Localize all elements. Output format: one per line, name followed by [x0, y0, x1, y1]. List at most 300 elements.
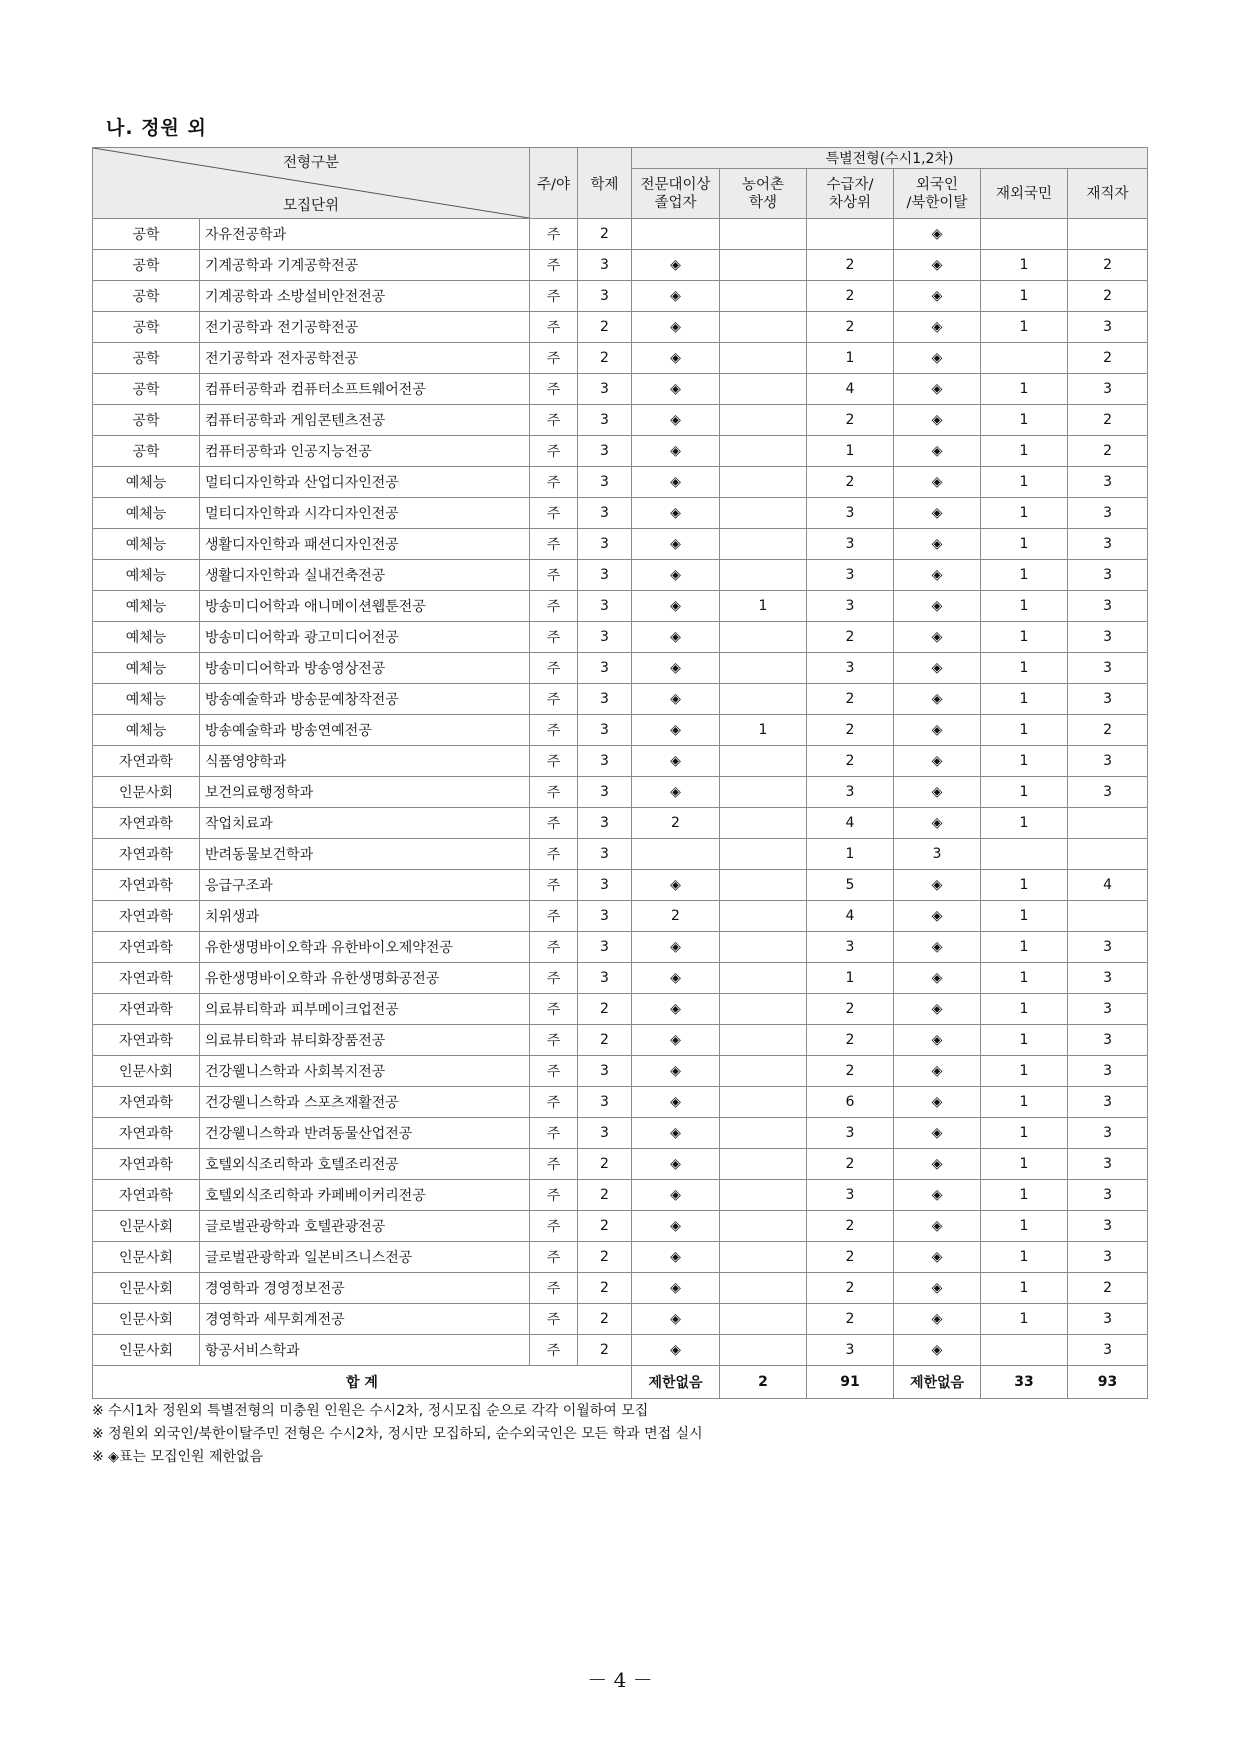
table-row [93, 498, 1148, 529]
cell-years: 3 [578, 870, 632, 901]
cell-unit: 방송미디어학과 광고미디어전공 [200, 622, 530, 653]
cell-foreign: ◈ [894, 1242, 981, 1273]
cell-overseas: 1 [981, 777, 1068, 808]
table-row [93, 560, 1148, 591]
cell-field: 인문사회 [93, 777, 200, 808]
cell-overseas: 1 [981, 529, 1068, 560]
cell-day-night: 주 [530, 498, 578, 529]
cell-foreign: ◈ [894, 374, 981, 405]
cell-foreign: ◈ [894, 591, 981, 622]
cell-overseas: 1 [981, 1211, 1068, 1242]
cell-field: 공학 [93, 374, 200, 405]
cell-unit: 컴퓨터공학과 인공지능전공 [200, 436, 530, 467]
cell-rural [720, 436, 807, 467]
cell-field: 공학 [93, 343, 200, 374]
table-row [93, 1149, 1148, 1180]
cell-unit: 유한생명바이오학과 유한생명화공전공 [200, 963, 530, 994]
table-row [93, 467, 1148, 498]
cell-field: 자연과학 [93, 1025, 200, 1056]
cell-employed: 3 [1068, 963, 1148, 994]
table-row [93, 1180, 1148, 1211]
cell-rural [720, 467, 807, 498]
cell-overseas: 1 [981, 715, 1068, 746]
cell-years: 3 [578, 653, 632, 684]
cell-rural [720, 312, 807, 343]
cell-college-grad: ◈ [632, 715, 720, 746]
header-overseas: 재외국민 [981, 169, 1068, 219]
cell-unit: 치위생과 [200, 901, 530, 932]
total-overseas: 33 [981, 1366, 1068, 1399]
cell-years: 2 [578, 312, 632, 343]
cell-overseas: 1 [981, 1056, 1068, 1087]
cell-employed [1068, 839, 1148, 870]
cell-welfare: 2 [807, 405, 894, 436]
cell-field: 인문사회 [93, 1273, 200, 1304]
cell-day-night: 주 [530, 715, 578, 746]
cell-day-night: 주 [530, 467, 578, 498]
cell-foreign: ◈ [894, 343, 981, 374]
cell-day-night: 주 [530, 994, 578, 1025]
cell-day-night: 주 [530, 374, 578, 405]
total-grad: 제한없음 [632, 1366, 720, 1399]
cell-welfare: 3 [807, 591, 894, 622]
cell-foreign: ◈ [894, 1304, 981, 1335]
cell-years: 3 [578, 777, 632, 808]
cell-welfare: 3 [807, 1180, 894, 1211]
cell-rural [720, 684, 807, 715]
section-title: 나. 정원 외 [106, 117, 207, 139]
table-row [93, 808, 1148, 839]
cell-foreign: ◈ [894, 312, 981, 343]
cell-foreign: ◈ [894, 870, 981, 901]
cell-years: 3 [578, 839, 632, 870]
cell-field: 예체능 [93, 529, 200, 560]
cell-day-night: 주 [530, 808, 578, 839]
cell-day-night: 주 [530, 1118, 578, 1149]
cell-college-grad: ◈ [632, 1025, 720, 1056]
cell-rural [720, 1180, 807, 1211]
cell-day-night: 주 [530, 1273, 578, 1304]
cell-rural [720, 1025, 807, 1056]
cell-years: 3 [578, 715, 632, 746]
table-row [93, 684, 1148, 715]
cell-overseas: 1 [981, 250, 1068, 281]
cell-rural [720, 560, 807, 591]
cell-foreign: ◈ [894, 1211, 981, 1242]
table-row [93, 715, 1148, 746]
cell-foreign: ◈ [894, 1025, 981, 1056]
cell-college-grad: ◈ [632, 250, 720, 281]
total-foreign: 제한없음 [894, 1366, 981, 1399]
cell-rural [720, 746, 807, 777]
cell-foreign: ◈ [894, 250, 981, 281]
cell-employed: 3 [1068, 1056, 1148, 1087]
cell-field: 자연과학 [93, 963, 200, 994]
cell-employed: 2 [1068, 250, 1148, 281]
cell-years: 2 [578, 1273, 632, 1304]
cell-years: 3 [578, 1118, 632, 1149]
cell-rural [720, 994, 807, 1025]
cell-field: 공학 [93, 312, 200, 343]
cell-welfare: 2 [807, 1056, 894, 1087]
cell-employed: 3 [1068, 1335, 1148, 1366]
cell-overseas: 1 [981, 1149, 1068, 1180]
cell-unit: 기계공학과 소방설비안전전공 [200, 281, 530, 312]
cell-years: 3 [578, 932, 632, 963]
cell-welfare: 4 [807, 374, 894, 405]
cell-foreign: ◈ [894, 994, 981, 1025]
cell-years: 3 [578, 963, 632, 994]
cell-unit: 글로벌관광학과 일본비즈니스전공 [200, 1242, 530, 1273]
cell-years: 3 [578, 1087, 632, 1118]
cell-college-grad: ◈ [632, 932, 720, 963]
table-row [93, 281, 1148, 312]
cell-field: 자연과학 [93, 870, 200, 901]
cell-foreign: ◈ [894, 746, 981, 777]
header-category: 전형구분 [282, 155, 340, 171]
cell-years: 3 [578, 250, 632, 281]
cell-college-grad: ◈ [632, 591, 720, 622]
cell-employed: 2 [1068, 281, 1148, 312]
cell-employed [1068, 808, 1148, 839]
cell-overseas: 1 [981, 560, 1068, 591]
cell-unit: 글로벌관광학과 호텔관광전공 [200, 1211, 530, 1242]
cell-unit: 보건의료행정학과 [200, 777, 530, 808]
cell-foreign: ◈ [894, 281, 981, 312]
cell-unit: 생활디자인학과 패션디자인전공 [200, 529, 530, 560]
header-foreign: 외국인 /북한이탈 [894, 169, 981, 219]
cell-college-grad: ◈ [632, 870, 720, 901]
cell-field: 공학 [93, 405, 200, 436]
cell-employed: 3 [1068, 1242, 1148, 1273]
cell-welfare: 1 [807, 436, 894, 467]
cell-unit: 방송예술학과 방송문예창작전공 [200, 684, 530, 715]
cell-college-grad: ◈ [632, 777, 720, 808]
cell-field: 자연과학 [93, 746, 200, 777]
cell-overseas: 1 [981, 1273, 1068, 1304]
cell-overseas: 1 [981, 684, 1068, 715]
cell-years: 2 [578, 219, 632, 250]
cell-employed: 2 [1068, 343, 1148, 374]
cell-years: 2 [578, 1242, 632, 1273]
cell-rural [720, 870, 807, 901]
cell-welfare: 2 [807, 994, 894, 1025]
cell-overseas [981, 839, 1068, 870]
cell-day-night: 주 [530, 653, 578, 684]
cell-day-night: 주 [530, 436, 578, 467]
cell-field: 예체능 [93, 467, 200, 498]
cell-rural [720, 498, 807, 529]
cell-rural [720, 1242, 807, 1273]
cell-unit: 멀티디자인학과 산업디자인전공 [200, 467, 530, 498]
cell-foreign: ◈ [894, 1056, 981, 1087]
cell-years: 3 [578, 684, 632, 715]
cell-day-night: 주 [530, 281, 578, 312]
cell-college-grad: ◈ [632, 1087, 720, 1118]
cell-unit: 반려동물보건학과 [200, 839, 530, 870]
cell-welfare: 4 [807, 901, 894, 932]
cell-welfare: 3 [807, 560, 894, 591]
cell-field: 자연과학 [93, 932, 200, 963]
table-row [93, 250, 1148, 281]
cell-field: 인문사회 [93, 1242, 200, 1273]
cell-employed: 3 [1068, 746, 1148, 777]
cell-field: 예체능 [93, 560, 200, 591]
cell-day-night: 주 [530, 529, 578, 560]
total-employed: 93 [1068, 1366, 1148, 1399]
table-row [93, 343, 1148, 374]
cell-rural: 1 [720, 715, 807, 746]
cell-employed: 3 [1068, 374, 1148, 405]
cell-day-night: 주 [530, 777, 578, 808]
cell-employed: 3 [1068, 684, 1148, 715]
table-row [93, 963, 1148, 994]
cell-unit: 응급구조과 [200, 870, 530, 901]
table-row [93, 932, 1148, 963]
table-row [93, 436, 1148, 467]
cell-overseas: 1 [981, 622, 1068, 653]
note-line: ※ 정원외 외국인/북한이탈주민 전형은 수시2차, 정시만 모집하되, 순수외국인은 모든 학과 면접 실시 [92, 1426, 703, 1442]
table-row [93, 622, 1148, 653]
cell-employed: 2 [1068, 1273, 1148, 1304]
cell-day-night: 주 [530, 560, 578, 591]
cell-college-grad: ◈ [632, 1242, 720, 1273]
cell-rural [720, 932, 807, 963]
cell-welfare: 2 [807, 312, 894, 343]
cell-unit: 방송예술학과 방송연예전공 [200, 715, 530, 746]
cell-college-grad: ◈ [632, 1211, 720, 1242]
cell-unit: 경영학과 세무회계전공 [200, 1304, 530, 1335]
cell-field: 자연과학 [93, 1149, 200, 1180]
cell-college-grad: ◈ [632, 1180, 720, 1211]
cell-college-grad: ◈ [632, 653, 720, 684]
cell-years: 3 [578, 808, 632, 839]
cell-rural [720, 374, 807, 405]
cell-welfare: 2 [807, 1242, 894, 1273]
cell-overseas: 1 [981, 467, 1068, 498]
cell-welfare: 2 [807, 467, 894, 498]
cell-foreign: ◈ [894, 219, 981, 250]
cell-unit: 컴퓨터공학과 컴퓨터소프트웨어전공 [200, 374, 530, 405]
cell-years: 3 [578, 498, 632, 529]
cell-years: 3 [578, 560, 632, 591]
cell-employed: 3 [1068, 1304, 1148, 1335]
cell-overseas: 1 [981, 963, 1068, 994]
cell-college-grad: ◈ [632, 343, 720, 374]
cell-unit: 전기공학과 전기공학전공 [200, 312, 530, 343]
cell-foreign: ◈ [894, 405, 981, 436]
cell-overseas [981, 219, 1068, 250]
cell-day-night: 주 [530, 312, 578, 343]
cell-college-grad: ◈ [632, 312, 720, 343]
cell-foreign: ◈ [894, 1273, 981, 1304]
cell-overseas: 1 [981, 1242, 1068, 1273]
cell-overseas: 1 [981, 994, 1068, 1025]
cell-foreign: ◈ [894, 1149, 981, 1180]
cell-rural [720, 1056, 807, 1087]
cell-rural [720, 343, 807, 374]
cell-years: 3 [578, 901, 632, 932]
cell-employed: 3 [1068, 622, 1148, 653]
cell-welfare: 2 [807, 281, 894, 312]
cell-rural [720, 250, 807, 281]
cell-welfare: 1 [807, 963, 894, 994]
cell-day-night: 주 [530, 901, 578, 932]
cell-welfare: 2 [807, 622, 894, 653]
cell-welfare: 2 [807, 250, 894, 281]
cell-unit: 식품영양학과 [200, 746, 530, 777]
cell-college-grad: 2 [632, 808, 720, 839]
table-row [93, 591, 1148, 622]
cell-employed: 3 [1068, 653, 1148, 684]
cell-foreign: ◈ [894, 777, 981, 808]
total-welfare: 91 [807, 1366, 894, 1399]
cell-day-night: 주 [530, 1087, 578, 1118]
cell-field: 예체능 [93, 622, 200, 653]
cell-overseas [981, 343, 1068, 374]
cell-foreign: ◈ [894, 1087, 981, 1118]
cell-rural [720, 653, 807, 684]
table-row [93, 529, 1148, 560]
total-row [93, 1366, 1148, 1399]
cell-years: 3 [578, 405, 632, 436]
cell-rural [720, 405, 807, 436]
cell-overseas: 1 [981, 281, 1068, 312]
cell-years: 3 [578, 436, 632, 467]
notes [92, 1400, 703, 1469]
cell-college-grad: ◈ [632, 498, 720, 529]
cell-employed: 3 [1068, 1025, 1148, 1056]
cell-foreign: 3 [894, 839, 981, 870]
cell-day-night: 주 [530, 219, 578, 250]
total-label: 합 계 [93, 1366, 632, 1399]
cell-foreign: ◈ [894, 467, 981, 498]
header-welfare: 수급자/ 차상위 [807, 169, 894, 219]
cell-employed: 2 [1068, 436, 1148, 467]
cell-college-grad [632, 839, 720, 870]
cell-years: 2 [578, 994, 632, 1025]
cell-welfare: 3 [807, 1118, 894, 1149]
table-body [93, 219, 1148, 1366]
cell-rural [720, 1118, 807, 1149]
cell-welfare: 3 [807, 1335, 894, 1366]
cell-college-grad [632, 219, 720, 250]
cell-employed: 3 [1068, 1211, 1148, 1242]
cell-foreign: ◈ [894, 498, 981, 529]
cell-years: 2 [578, 1211, 632, 1242]
cell-field: 자연과학 [93, 994, 200, 1025]
table-row [93, 219, 1148, 250]
table-row [93, 1025, 1148, 1056]
cell-field: 예체능 [93, 684, 200, 715]
cell-foreign: ◈ [894, 1335, 981, 1366]
cell-rural [720, 1304, 807, 1335]
cell-field: 자연과학 [93, 1118, 200, 1149]
cell-college-grad: ◈ [632, 467, 720, 498]
cell-college-grad: ◈ [632, 963, 720, 994]
cell-unit: 자유전공학과 [200, 219, 530, 250]
cell-day-night: 주 [530, 1149, 578, 1180]
cell-rural [720, 1149, 807, 1180]
cell-employed: 3 [1068, 1087, 1148, 1118]
cell-rural [720, 1087, 807, 1118]
cell-overseas: 1 [981, 1087, 1068, 1118]
header-years: 학제 [578, 148, 632, 219]
cell-employed: 3 [1068, 591, 1148, 622]
table-row [93, 901, 1148, 932]
cell-rural [720, 1335, 807, 1366]
cell-unit: 작업치료과 [200, 808, 530, 839]
cell-day-night: 주 [530, 343, 578, 374]
table-row [93, 746, 1148, 777]
cell-unit: 건강웰니스학과 반려동물산업전공 [200, 1118, 530, 1149]
cell-foreign: ◈ [894, 653, 981, 684]
cell-overseas: 1 [981, 436, 1068, 467]
cell-years: 3 [578, 591, 632, 622]
cell-unit: 항공서비스학과 [200, 1335, 530, 1366]
cell-day-night: 주 [530, 1211, 578, 1242]
cell-field: 자연과학 [93, 1087, 200, 1118]
cell-employed: 3 [1068, 312, 1148, 343]
cell-overseas: 1 [981, 1025, 1068, 1056]
cell-welfare: 3 [807, 653, 894, 684]
cell-employed: 3 [1068, 994, 1148, 1025]
cell-college-grad: ◈ [632, 1118, 720, 1149]
cell-overseas: 1 [981, 591, 1068, 622]
cell-field: 공학 [93, 436, 200, 467]
cell-college-grad: ◈ [632, 684, 720, 715]
cell-unit: 전기공학과 전자공학전공 [200, 343, 530, 374]
cell-unit: 호텔외식조리학과 카페베이커리전공 [200, 1180, 530, 1211]
cell-employed: 3 [1068, 932, 1148, 963]
cell-foreign: ◈ [894, 932, 981, 963]
header-diagonal-cell [93, 148, 530, 219]
cell-foreign: ◈ [894, 808, 981, 839]
cell-welfare: 5 [807, 870, 894, 901]
table-row [93, 994, 1148, 1025]
cell-overseas: 1 [981, 498, 1068, 529]
cell-rural [720, 1211, 807, 1242]
cell-college-grad: ◈ [632, 436, 720, 467]
cell-years: 2 [578, 1149, 632, 1180]
cell-day-night: 주 [530, 963, 578, 994]
cell-field: 자연과학 [93, 1180, 200, 1211]
cell-welfare: 2 [807, 1304, 894, 1335]
cell-field: 인문사회 [93, 1211, 200, 1242]
cell-years: 2 [578, 1180, 632, 1211]
cell-college-grad: ◈ [632, 1056, 720, 1087]
cell-rural [720, 808, 807, 839]
cell-college-grad: ◈ [632, 1335, 720, 1366]
cell-years: 2 [578, 343, 632, 374]
total-rural: 2 [720, 1366, 807, 1399]
cell-rural [720, 777, 807, 808]
cell-employed: 3 [1068, 560, 1148, 591]
header-day-night: 주/야 [530, 148, 578, 219]
cell-day-night: 주 [530, 591, 578, 622]
cell-rural [720, 901, 807, 932]
cell-college-grad: ◈ [632, 529, 720, 560]
cell-field: 공학 [93, 219, 200, 250]
cell-overseas: 1 [981, 1304, 1068, 1335]
cell-college-grad: ◈ [632, 746, 720, 777]
cell-college-grad: ◈ [632, 994, 720, 1025]
cell-years: 3 [578, 746, 632, 777]
cell-welfare: 2 [807, 715, 894, 746]
cell-years: 3 [578, 281, 632, 312]
table-row [93, 1087, 1148, 1118]
cell-college-grad: ◈ [632, 405, 720, 436]
